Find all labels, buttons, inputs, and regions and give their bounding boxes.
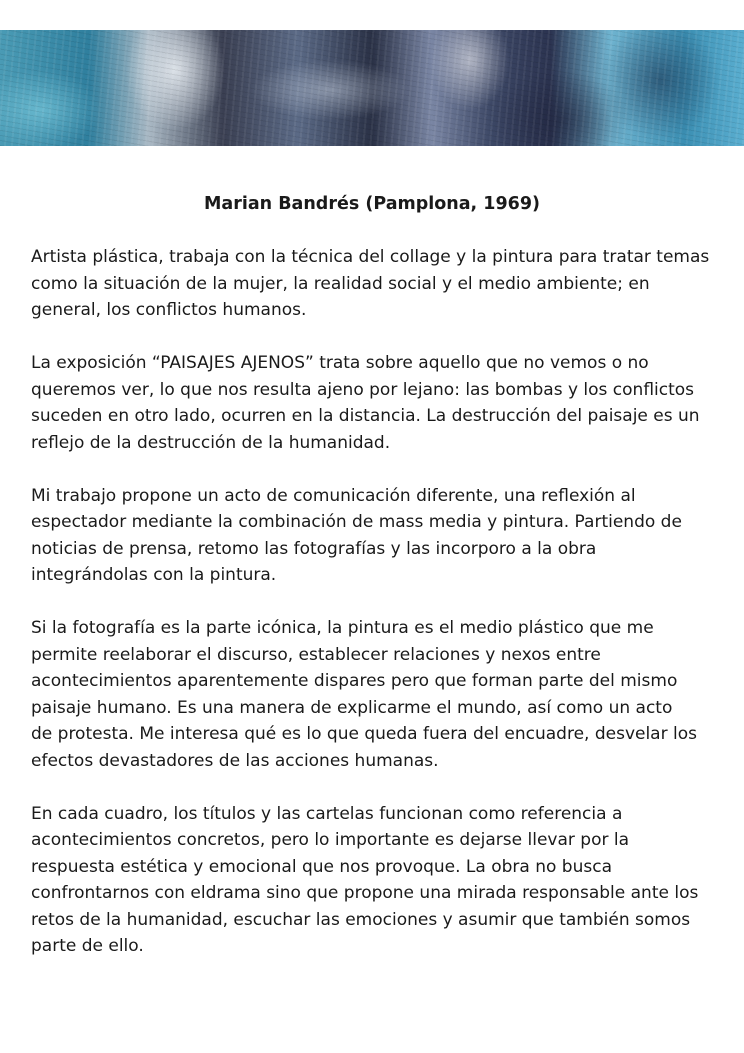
paragraph-protest: de protesta. Me interesa qué es lo que queda fuera del encuadre, desvelar los efectos devastadores de las acciones humanas.: [31, 724, 697, 771]
document-body: [31, 244, 715, 986]
paragraph-paintings: En cada cuadro, los títulos y las cartelas funcionan como referencia a acontecimientos concretos, pero lo importante es dejarse llevar por la respuesta estética y emocional que nos provoque. La obra no busca confrontarnos con eldrama sino que propone una mirada responsable ante los retos de la humanidad, escuchar las emociones y asumir que también somos parte de ello.: [31, 803, 699, 956]
page-title: Marian Bandrés (Pamplona, 1969): [203, 194, 540, 214]
paragraph-photography: Si la fotografía es la parte icónica, la pintura es el medio plástico que me permite reelaborar el discurso, establecer relaciones y nexos entre acontecimientos aparentemente dispares pero que forman parte del mismo paisaje humano. Es una manera de explicarme el mundo, así como un acto: [31, 618, 678, 718]
header-banner-image: [0, 30, 744, 146]
paragraph-work: Mi trabajo propone un acto de comunicación diferente, una reflexión al espectador mediante la combinación de mass media y pintura. Partiendo de noticias de prensa, retomo las fotografías y las incorporo a la obra integrándolas con la pintura.: [31, 485, 682, 585]
banner-overlay: [0, 30, 744, 146]
paragraph-exhibition: La exposición “PAISAJES AJENOS” trata sobre aquello que no vemos o no queremos ver, lo que nos resulta ajeno por lejano: las bombas y los conflictos suceden en otro lado, ocurren en la distancia. La destrucción del paisaje es un reflejo de la destrucción de la humanidad.: [31, 353, 700, 453]
paragraph-intro: Artista plástica, trabaja con la técnica del collage y la pintura para tratar temas como la situación de la mujer, la realidad social y el medio ambiente; en general, los conflictos humanos.: [31, 247, 710, 320]
